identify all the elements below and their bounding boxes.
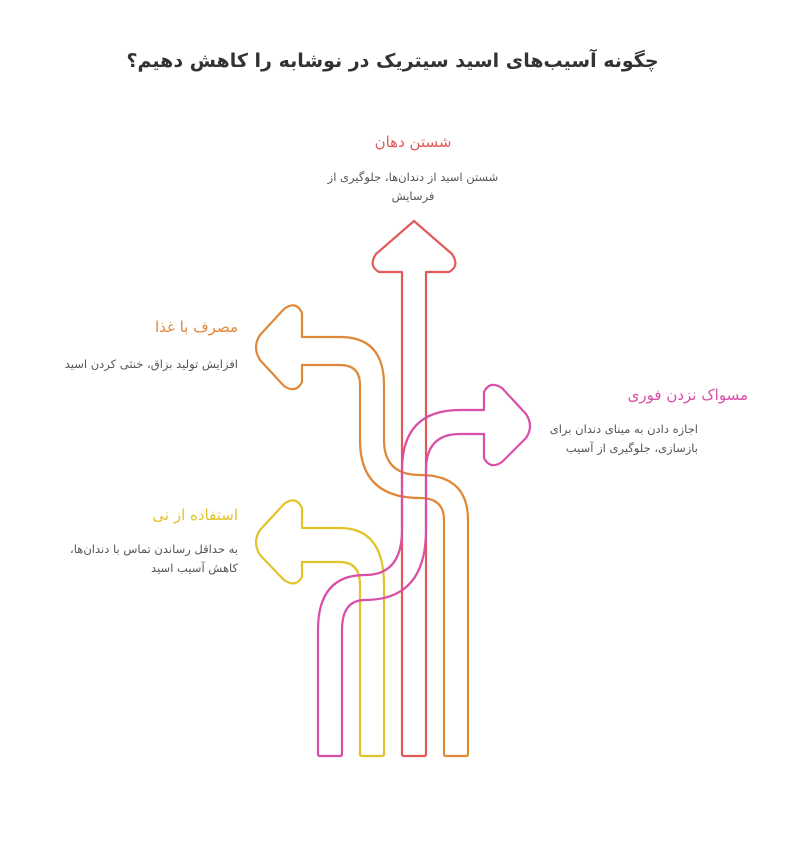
brush-arrow [318, 385, 530, 756]
straw-description: به حداقل رساندن تماس با دندان‌ها، کاهش آسیب اسید [70, 542, 238, 575]
brush-description: اجازه دادن به مینای دندان برای بازسازی، جلوگیری از آسیب [549, 422, 698, 455]
page-title: چگونه آسیب‌های اسید سیتریک در نوشابه را کاهش دهیم؟ [126, 50, 659, 72]
food-heading: مصرف با غذا [154, 318, 238, 336]
straw-arrow [256, 500, 384, 756]
rinse-heading: شستن دهان [374, 133, 452, 151]
food-description: افزایش تولید بزاق، خنثی کردن اسید [64, 357, 238, 371]
food-arrow [256, 305, 468, 756]
straw-heading: استفاده از نی [152, 506, 238, 524]
rinse-description: شستن اسید از دندان‌ها، جلوگیری از فرسایش [327, 170, 499, 203]
brush-heading: مسواک نزدن فوری [627, 386, 748, 404]
